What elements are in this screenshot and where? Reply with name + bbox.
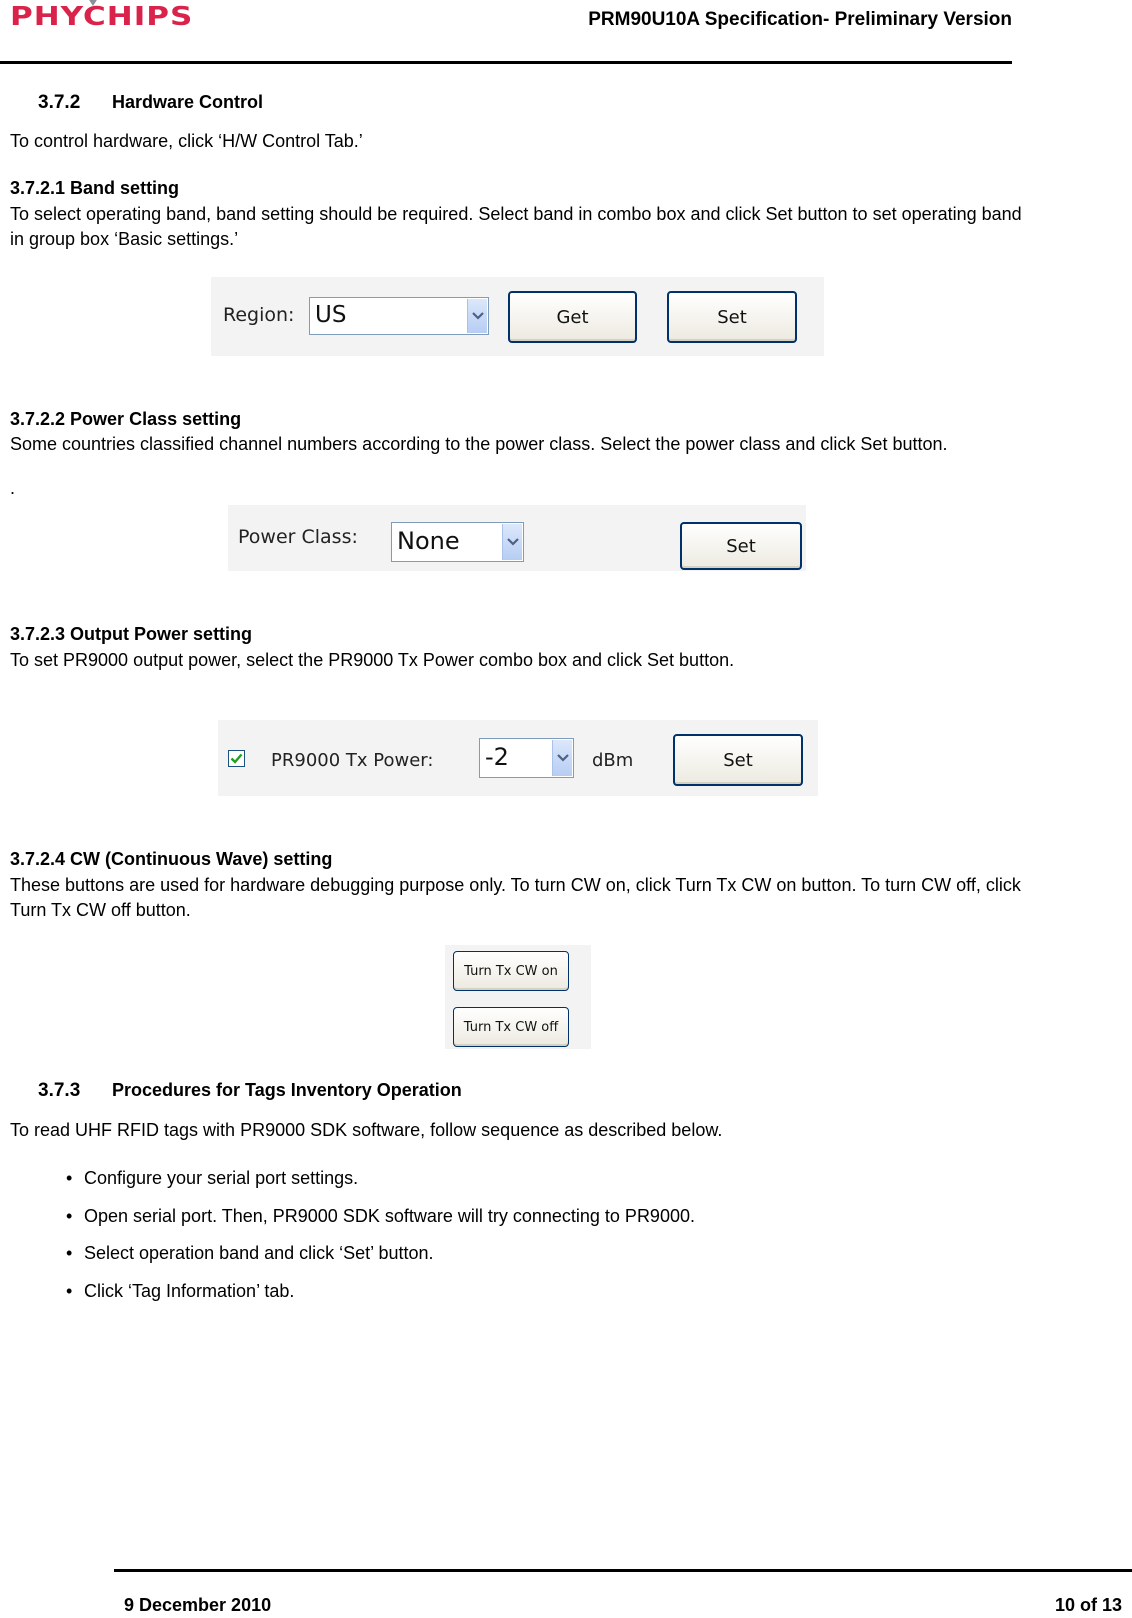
power-class-body: Some countries classified channel numbers according to the power class. Select the power class and click Set button. — [10, 434, 948, 454]
list-item: Open serial port. Then, PR9000 SDK software will try connecting to PR9000. — [84, 1206, 695, 1226]
get-button[interactable]: Get — [508, 291, 637, 343]
footer-date: 9 December 2010 — [124, 1595, 272, 1615]
hardware-control-intro: To control hardware, click ‘H/W Control Tab.’ — [10, 131, 363, 151]
chevron-down-icon[interactable] — [467, 299, 487, 333]
cw-setting-body: These buttons are used for hardware debugging purpose only. To turn CW on, click Turn Tx CW on button. To turn CW off, click Turn Tx CW off button. — [10, 875, 1021, 920]
section-title: Procedures for Tags Inventory Operation — [112, 1080, 462, 1100]
section-heading-inventory — [38, 1080, 462, 1102]
list-item: Configure your serial port settings. — [84, 1168, 359, 1188]
section-number: 3.7.3 — [38, 1080, 81, 1101]
tx-power-label: PR9000 Tx Power: — [271, 750, 434, 771]
power-class-label: Power Class: — [238, 526, 358, 548]
tx-power-set-button[interactable]: Set — [673, 734, 803, 786]
tx-power-unit: dBm — [592, 750, 634, 771]
power-class-set-button[interactable]: Set — [680, 522, 802, 570]
bullet-icon: • — [66, 1206, 73, 1226]
region-label: Region: — [223, 304, 295, 326]
set-button[interactable]: Set — [667, 291, 797, 343]
bullet-icon: • — [66, 1168, 73, 1188]
band-setting-body: To select operating band, band setting should be required. Select band in combo box and click Set button to set operating band in group box ‘Basic settings.’ — [10, 204, 1022, 249]
output-power-screenshot — [218, 720, 818, 796]
bullet-icon: • — [66, 1243, 73, 1263]
turn-tx-cw-on-button[interactable]: Turn Tx CW on — [453, 951, 569, 991]
chevron-down-icon[interactable] — [552, 740, 572, 776]
stray-dot: . — [10, 478, 16, 498]
cw-setting-heading: 3.7.2.4 CW (Continuous Wave) setting — [10, 849, 333, 869]
output-power-heading: 3.7.2.3 Output Power setting — [10, 624, 253, 644]
tx-power-combo-value: -2 — [485, 743, 509, 771]
power-class-combo-value: None — [397, 527, 460, 555]
bullet-icon: • — [66, 1281, 73, 1301]
cw-buttons-screenshot — [445, 945, 591, 1049]
company-logo: PHYCHIPS — [10, 2, 194, 32]
header-divider — [0, 61, 1012, 64]
checkmark-icon — [230, 753, 243, 764]
turn-tx-cw-off-button[interactable]: Turn Tx CW off — [453, 1007, 569, 1047]
power-class-heading: 3.7.2.2 Power Class setting — [10, 409, 242, 429]
footer-divider — [114, 1569, 1132, 1572]
inventory-intro: To read UHF RFID tags with PR9000 SDK software, follow sequence as described below. — [10, 1120, 723, 1140]
region-combo-value: US — [315, 302, 347, 328]
tx-power-checkbox[interactable] — [228, 750, 245, 767]
region-combo[interactable] — [309, 297, 489, 335]
chevron-down-icon[interactable] — [502, 524, 522, 560]
band-setting-screenshot — [211, 277, 824, 356]
tx-power-combo[interactable] — [479, 738, 574, 778]
list-item: Select operation band and click ‘Set’ button. — [84, 1243, 434, 1263]
section-number: 3.7.2 — [38, 92, 81, 113]
page-number: 10 of 13 — [1054, 1595, 1122, 1615]
power-class-screenshot — [228, 505, 806, 571]
output-power-body: To set PR9000 output power, select the PR9000 Tx Power combo box and click Set button. — [10, 650, 735, 670]
document-title: PRM90U10A Specification- Preliminary Version — [588, 9, 1012, 30]
list-item: Click ‘Tag Information’ tab. — [84, 1281, 295, 1301]
section-heading-hardware-control — [38, 92, 263, 114]
power-class-combo[interactable] — [391, 522, 524, 562]
section-title: Hardware Control — [112, 92, 264, 112]
band-setting-heading: 3.7.2.1 Band setting — [10, 178, 180, 198]
